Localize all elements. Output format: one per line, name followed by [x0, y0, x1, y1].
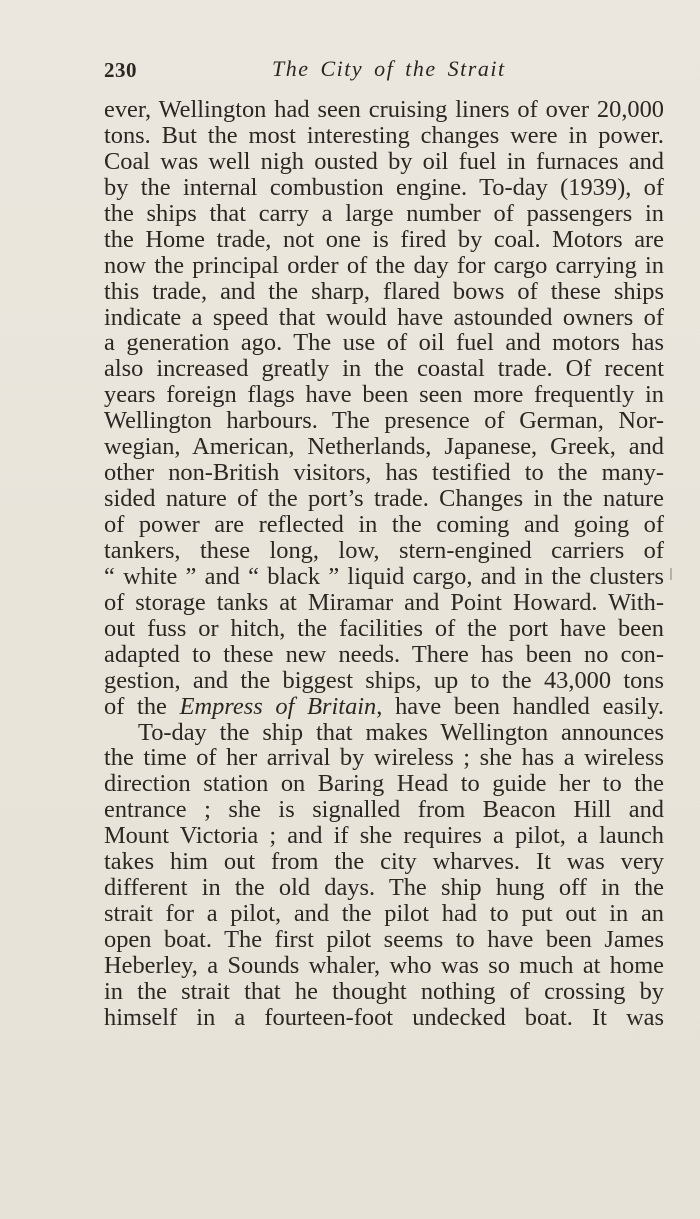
text-line: “ white ” and “ black ” liquid cargo, and in the clusters — [104, 562, 664, 590]
text-line: adapted to these new needs. There has been no con- — [104, 640, 664, 668]
text-line: this trade, and the sharp, flared bows of these ships — [104, 277, 664, 305]
text-line: himself in a fourteen-foot undecked boat. It was — [104, 1003, 664, 1031]
text-line: ever, Wellington had seen cruising liners of over 20,000 — [104, 96, 664, 123]
text-line: Mount Victoria ; and if she requires a pilot, a launch — [104, 822, 664, 850]
text-line: out fuss or hitch, the facilities of the port have been — [104, 614, 664, 642]
text-line: the ships that carry a large number of passengers in — [104, 199, 664, 227]
text-line: tankers, these long, low, stern-engined carriers of — [104, 536, 664, 564]
text-line: indicate a speed that would have astounded owners of — [104, 303, 664, 331]
text-line: Coal was well nigh ousted by oil fuel in furnaces and — [104, 147, 664, 175]
text-line: also increased greatly in the coastal trade. Of recent — [104, 355, 664, 383]
text-line: sided nature of the port’s trade. Changes in the nature — [104, 485, 664, 513]
text-fragment: of the — [104, 692, 180, 720]
ship-name-italic: Empress of Britain — [179, 692, 377, 720]
text-line: years foreign flags have been seen more frequently in — [104, 381, 664, 409]
text-line: open boat. The first pilot seems to have been James — [104, 926, 664, 953]
text-line: Heberley, a Sounds whaler, who was so much at home — [104, 951, 664, 979]
text-line-with-italic-title — [104, 694, 664, 720]
text-line: now the principal order of the day for cargo carrying in — [104, 251, 664, 279]
text-line: direction station on Baring Head to guide her to the — [104, 770, 664, 798]
running-title: The City of the Strait — [272, 56, 506, 81]
text-line: by the internal combustion engine. To-day (1939), of — [104, 173, 664, 201]
text-line: of storage tanks at Miramar and Point Howard. With- — [104, 588, 664, 616]
text-line: takes him out from the city wharves. It was very — [104, 848, 664, 876]
text-line: wegian, American, Netherlands, Japanese, Greek, and — [104, 433, 664, 461]
body-text — [104, 97, 664, 1031]
running-head — [104, 58, 664, 86]
text-line: different in the old days. The ship hung off in the — [104, 874, 664, 902]
text-line: a generation ago. The use of oil fuel and motors has — [104, 329, 664, 357]
print-speck — [670, 568, 672, 580]
text-line: Wellington harbours. The presence of German, Nor- — [104, 407, 664, 435]
text-line: gestion, and the biggest ships, up to the 43,000 tons — [104, 666, 664, 694]
paragraph-first-line: To-day the ship that makes Wellington announces — [138, 718, 664, 746]
text-line: of power are reflected in the coming and going of — [104, 511, 664, 538]
text-line: the Home trade, not one is fired by coal. Motors are — [104, 225, 664, 253]
text-fragment: , have been handled easily. — [376, 692, 665, 720]
text-line: tons. But the most interesting changes were in power. — [104, 121, 664, 149]
text-line: strait for a pilot, and the pilot had to put out in an — [104, 900, 664, 928]
text-line: entrance ; she is signalled from Beacon Hill and — [104, 796, 664, 824]
text-line: other non-British visitors, has testified to the many- — [104, 459, 664, 487]
page-number: 230 — [104, 58, 137, 82]
text-line: in the strait that he thought nothing of crossing by — [104, 977, 664, 1005]
text-line: the time of her arrival by wireless ; she has a wireless — [104, 744, 664, 772]
